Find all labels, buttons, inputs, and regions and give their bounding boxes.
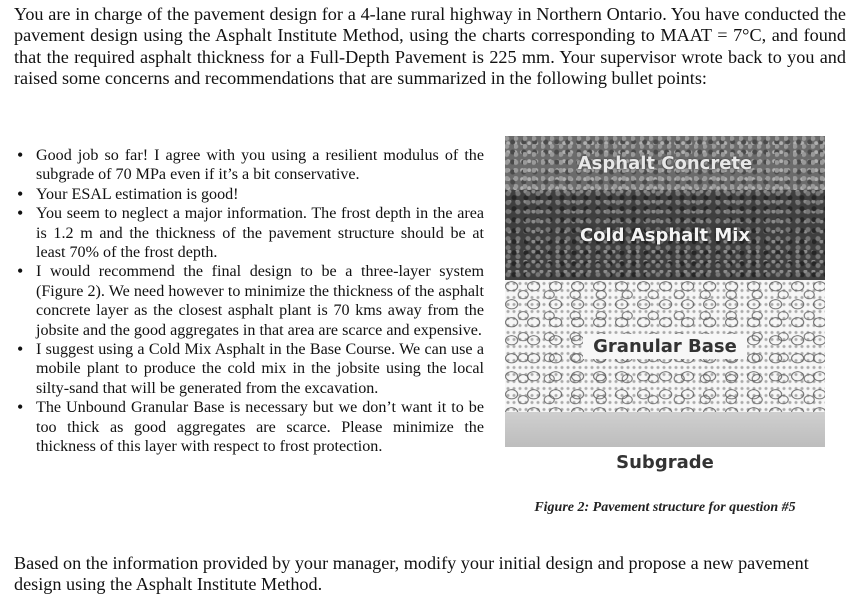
- granular-base-layer: [505, 280, 825, 412]
- recommendation-list: [14, 146, 484, 457]
- closing-paragraph: Based on the information provided by your manager, modify your initial design and propose a new pavement design using the Asphalt Institute Method.: [14, 553, 809, 595]
- list-item: • You seem to neglect a major information. The frost depth in the area is 1.2 m and the thickness of the pavement structure should be at least 70% of the frost depth.: [14, 204, 484, 262]
- granular-base-label: Granular Base: [583, 334, 747, 359]
- cold-asphalt-mix-layer: [505, 190, 825, 280]
- asphalt-concrete-label: Asphalt Concrete: [577, 152, 753, 174]
- figure-caption: Figure 2: Pavement structure for question #5: [534, 500, 796, 515]
- intro-text: You are in charge of the pavement design for a 4-lane rural highway in Northern Ontario. You have conducted the pavement design using the Asphalt Institute Method, using the charts corresponding to MAAT = 7°C, and found that the required asphalt thickness for a Full-Depth Pavement is 225 mm. Your supervisor wrote back to you and raised some concerns and recommendations that are summarized in the following bullet points:: [14, 4, 846, 88]
- list-item: • Your ESAL estimation is good!: [14, 185, 484, 204]
- list-item: • The Unbound Granular Base is necessary but we don’t want it to be too thick as good aggregates are scarce. Please minimize the thickness of this layer with respect to frost protection.: [14, 398, 484, 456]
- intro-paragraph: [14, 4, 846, 89]
- list-item: • I suggest using a Cold Mix Asphalt in the Base Course. We can use a mobile plant to produce the cold mix in the jobsite using the local silty-sand that will be generated from the excavation.: [14, 340, 484, 398]
- subgrade-layer: [505, 412, 825, 447]
- list-item: • I would recommend the final design to be a three-layer system (Figure 2). We need however to minimize the thickness of the asphalt concrete layer as the closest asphalt plant is 70 kms away from the jobsite and the good aggregates in that area are scarce and expensive.: [14, 262, 484, 340]
- subgrade-label: Subgrade: [616, 452, 714, 473]
- pavement-structure-figure: [505, 136, 825, 447]
- asphalt-concrete-layer: [505, 136, 825, 190]
- list-item: • Good job so far! I agree with you using a resilient modulus of the subgrade of 70 MPa even if it’s a bit conservative.: [14, 146, 484, 185]
- cold-asphalt-mix-label: Cold Asphalt Mix: [579, 224, 751, 246]
